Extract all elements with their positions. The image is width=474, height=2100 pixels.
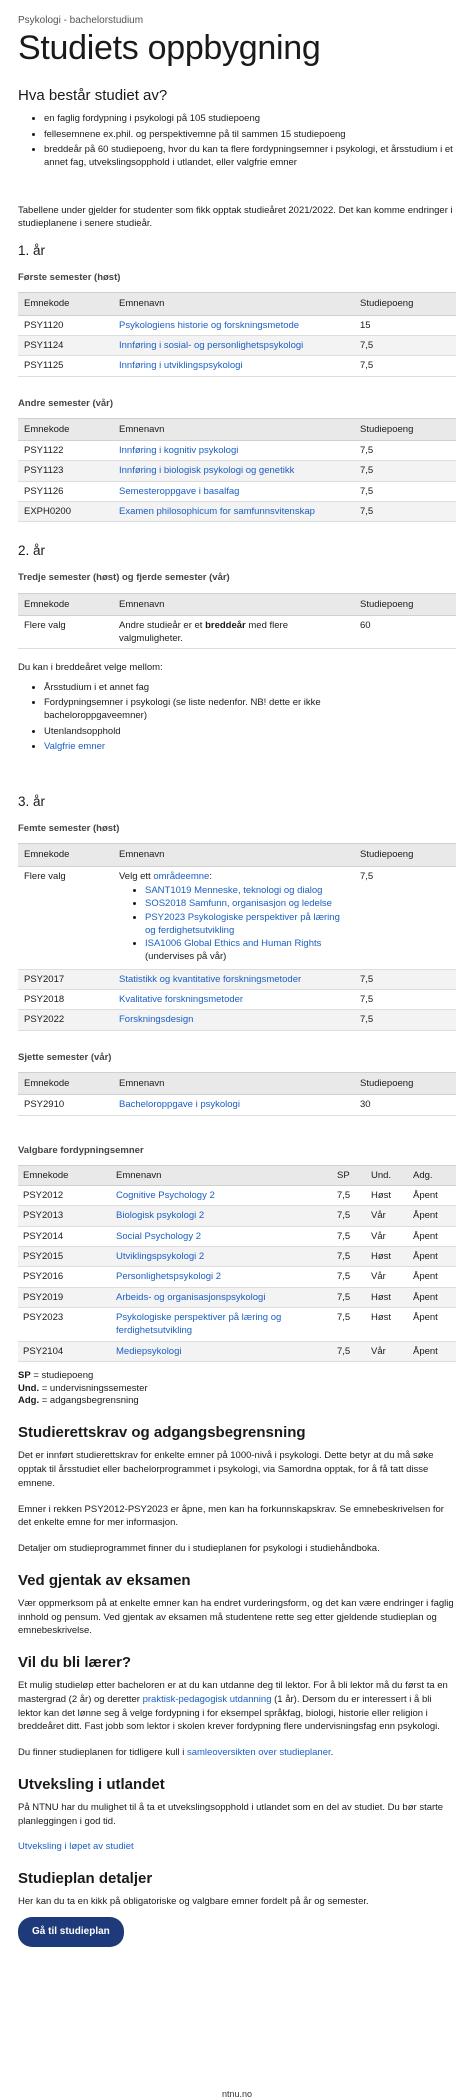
course-code: PSY2016 xyxy=(18,1267,111,1287)
table-row xyxy=(18,866,456,969)
legend-text: = undervisningssemester xyxy=(39,1382,148,1394)
table-row xyxy=(18,1267,456,1287)
what-list xyxy=(18,112,456,169)
table-row xyxy=(18,335,456,355)
course-code: PSY1124 xyxy=(18,335,113,355)
plan-text: Her kan du ta en kikk på obligatoriske og valgbare emner fordelt på år og semester. xyxy=(18,1896,369,1908)
col-name: Emnenavn xyxy=(113,593,354,615)
course-code: PSY1126 xyxy=(18,481,113,501)
legend-abbr: Adg. xyxy=(18,1395,40,1407)
course-access: Åpent xyxy=(408,1341,456,1361)
course-link[interactable]: Innføring i utviklingspsykologi xyxy=(119,360,243,372)
course-semester: Vår xyxy=(366,1267,408,1287)
table-row xyxy=(18,1287,456,1307)
requirements-text-2: Emner i rekken PSY2012-PSY2023 er åpne, men kan ha forkunnskapskrav. Se emnebeskrivelsen for det enkelte emne for mer informasjon. xyxy=(18,1503,444,1529)
legend-text: = studiepoeng xyxy=(30,1369,94,1381)
legend-abbr: Und. xyxy=(18,1382,40,1394)
spring-note: (undervises på vår) xyxy=(145,951,227,963)
col-code: Emnekode xyxy=(18,418,113,440)
what-heading: Hva består studiet av? xyxy=(18,87,168,105)
table-row xyxy=(18,481,456,501)
legend-abbr: SP xyxy=(18,1369,31,1381)
study-plan-button[interactable]: Gå til studieplan xyxy=(18,1917,124,1947)
table-row xyxy=(18,1247,456,1267)
table-header xyxy=(18,593,456,615)
course-link[interactable]: Cognitive Psychology 2 xyxy=(116,1190,215,1202)
course-code: Flere valg xyxy=(18,615,113,649)
sem1-table xyxy=(18,292,456,376)
list-item: • fellesemnene ex.phil. og perspektivemne på til sammen 15 studiepoeng xyxy=(44,128,456,141)
table-row xyxy=(18,1226,456,1246)
course-link[interactable]: Bacheloroppgave i psykologi xyxy=(119,1099,240,1111)
course-access: Åpent xyxy=(408,1226,456,1246)
course-credits: 7,5 xyxy=(354,1010,456,1030)
course-link[interactable]: Examen philosophicum for samfunnsvitenskap xyxy=(119,506,315,518)
col-credits: Studiepoeng xyxy=(354,293,456,315)
exchange-link-row xyxy=(18,1840,456,1854)
teacher-heading: Vil du bli lærer? xyxy=(18,1654,132,1672)
course-name xyxy=(113,866,354,969)
teacher-text-2 xyxy=(18,1746,456,1760)
exchange-heading: Utveksling i utlandet xyxy=(18,1775,165,1793)
sem34-heading: Tredje semester (høst) og fjerde semester (vår) xyxy=(18,572,230,584)
list-item xyxy=(145,897,348,910)
course-credits: 7,5 xyxy=(354,461,456,481)
col-credits: Studiepoeng xyxy=(354,418,456,440)
course-credits: 15 xyxy=(354,315,456,335)
course-link[interactable]: SANT1019 Menneske, teknologi og dialog xyxy=(145,884,323,896)
col-name: Emnenavn xyxy=(113,293,354,315)
exchange-link[interactable]: Utveksling i løpet av studiet xyxy=(18,1841,134,1853)
course-code: PSY2018 xyxy=(18,990,113,1010)
course-link[interactable]: Arbeids- og organisasjonspsykologi xyxy=(116,1291,266,1303)
course-code: PSY2013 xyxy=(18,1206,111,1226)
table-row xyxy=(18,1341,456,1361)
course-link[interactable]: Personlighetspsykologi 2 xyxy=(116,1271,222,1283)
table-row xyxy=(18,1186,456,1206)
requirements-text-1: Det er innført studierettskrav for enkelte emner på 1000-nivå i psykologi. Dette betyr at du må søke opptak til årsstudiet eller bachelorprogrammet i psykologi, via Samordna opptak, for å få tatt disse emnene. xyxy=(18,1450,434,1489)
sem1-heading: Første semester (høst) xyxy=(18,272,121,284)
col-code: Emnekode xyxy=(18,844,113,866)
sem34-table xyxy=(18,593,456,650)
col-sp: SP xyxy=(332,1165,366,1185)
table-row xyxy=(18,502,456,522)
breadcrumb: Psykologi - bachelorstudium xyxy=(18,15,144,26)
col-name: Emnenavn xyxy=(113,418,354,440)
course-code: Flere valg xyxy=(18,866,113,969)
course-code: PSY2910 xyxy=(18,1095,113,1115)
course-link[interactable]: ISA1006 Global Ethics and Human Rights xyxy=(145,938,322,950)
course-credits: 7,5 xyxy=(354,335,456,355)
course-sp: 7,5 xyxy=(332,1267,366,1287)
course-access: Åpent xyxy=(408,1186,456,1206)
year1-heading: 1. år xyxy=(18,243,46,259)
sem2-table xyxy=(18,418,456,522)
course-link[interactable]: PSY2023 Psykologiske perspektiver på læring og ferdighetsutvikling xyxy=(145,911,340,936)
year3-heading: 3. år xyxy=(18,794,46,810)
legend-item xyxy=(18,1370,456,1383)
table-row xyxy=(18,1307,456,1341)
teacher-text-1 xyxy=(18,1679,456,1734)
study-plans-link[interactable]: samleoversikten over studieplaner xyxy=(186,1747,331,1759)
course-credits: 7,5 xyxy=(354,866,456,969)
course-semester: Høst xyxy=(366,1247,408,1267)
sem2-heading: Andre semester (vår) xyxy=(18,397,114,409)
course-link[interactable]: Kvalitative forskningsmetoder xyxy=(119,994,244,1006)
course-semester: Vår xyxy=(366,1206,408,1226)
col-credits: Studiepoeng xyxy=(354,593,456,615)
course-sp: 7,5 xyxy=(332,1287,366,1307)
course-link[interactable]: Psykologiens historie og forskningsmetode xyxy=(119,319,300,331)
course-access: Åpent xyxy=(408,1287,456,1307)
name-text: Andre studieår er et xyxy=(119,619,206,631)
table-row xyxy=(18,969,456,989)
course-link[interactable]: Semesteroppgave i basalfag xyxy=(119,485,240,497)
col-adg: Adg. xyxy=(408,1165,456,1185)
col-code: Emnekode xyxy=(18,593,113,615)
table-header xyxy=(18,1165,456,1185)
course-credits: 7,5 xyxy=(354,969,456,989)
table-row xyxy=(18,1010,456,1030)
course-sp: 7,5 xyxy=(332,1307,366,1341)
table-row xyxy=(18,315,456,335)
legend-item xyxy=(18,1383,456,1396)
table-header xyxy=(18,293,456,315)
options-intro: Du kan i breddeåret velge mellom: xyxy=(18,662,163,674)
sem6-heading: Sjette semester (vår) xyxy=(18,1051,112,1063)
course-link[interactable]: SOS2018 Samfunn, organisasjon og ledelse xyxy=(145,898,332,910)
legend-text: = adgangsbegrensning xyxy=(39,1395,139,1407)
course-credits: 7,5 xyxy=(354,441,456,461)
intro-text: Tabellene under gjelder for studenter som fikk opptak studieåret 2021/2022. Det kan komme endringer i studieplanene i senere studieår. xyxy=(18,204,453,229)
footer-fragment: ntnu.no xyxy=(221,2089,253,2099)
area-course-link[interactable]: områdeemne xyxy=(153,870,210,882)
course-semester: Høst xyxy=(366,1307,408,1341)
course-sp: 7,5 xyxy=(332,1186,366,1206)
options-list xyxy=(18,681,334,753)
col-credits: Studiepoeng xyxy=(354,844,456,866)
col-name: Emnenavn xyxy=(111,1165,332,1185)
text: Et mulig studieløp etter bacheloren er at du kan utdanne deg til lektor. For å bli lektor må du først ta en mastergrad (2 år) og deretter xyxy=(18,1680,448,1705)
text: Du finner studieplanen for tidligere kull i xyxy=(18,1747,187,1759)
name-text: med flere valgmuligheter. xyxy=(119,619,288,645)
course-code: EXPH0200 xyxy=(18,502,113,522)
course-link[interactable]: Mediepsykologi xyxy=(116,1345,182,1357)
course-link[interactable]: Social Psychology 2 xyxy=(116,1230,202,1242)
table-row xyxy=(18,441,456,461)
table-row xyxy=(18,615,456,649)
course-credits: 7,5 xyxy=(354,990,456,1010)
col-name: Emnenavn xyxy=(113,844,354,866)
course-semester: Vår xyxy=(366,1341,408,1361)
course-access: Åpent xyxy=(408,1206,456,1226)
course-code: PSY2012 xyxy=(18,1186,111,1206)
course-link[interactable]: Utviklingspsykologi 2 xyxy=(116,1251,205,1263)
course-code: PSY2023 xyxy=(18,1307,111,1341)
electives-heading: Valgbare fordypningsemner xyxy=(18,1144,144,1156)
exam-heading: Ved gjentak av eksamen xyxy=(18,1571,191,1589)
elective-link[interactable]: Valgfrie emner xyxy=(44,740,106,752)
col-name: Emnenavn xyxy=(113,1072,354,1094)
course-code: PSY2017 xyxy=(18,969,113,989)
course-link[interactable]: Innføring i kognitiv psykologi xyxy=(119,445,239,457)
name-bold: breddeår xyxy=(205,619,246,631)
ppu-link[interactable]: praktisk-pedagogisk utdanning xyxy=(142,1693,272,1705)
col-credits: Studiepoeng xyxy=(354,1072,456,1094)
sem5-heading: Femte semester (høst) xyxy=(18,823,120,835)
course-code: PSY1120 xyxy=(18,315,113,335)
list-item xyxy=(145,884,348,897)
sem5-table xyxy=(18,843,456,1030)
course-access: Åpent xyxy=(408,1307,456,1341)
list-item xyxy=(44,740,334,753)
choice-lead: Velg ett xyxy=(119,870,154,882)
table-header xyxy=(18,418,456,440)
col-code: Emnekode xyxy=(18,1072,113,1094)
course-code: PSY1123 xyxy=(18,461,113,481)
course-code: PSY2015 xyxy=(18,1247,111,1267)
course-credits: 60 xyxy=(354,615,456,649)
course-access: Åpent xyxy=(408,1247,456,1267)
col-code: Emnekode xyxy=(18,1165,111,1185)
table-row xyxy=(18,990,456,1010)
course-code: PSY2104 xyxy=(18,1341,111,1361)
electives-table xyxy=(18,1165,456,1362)
choice-lead-colon: : xyxy=(209,870,212,882)
course-semester: Vår xyxy=(366,1226,408,1246)
course-semester: Høst xyxy=(366,1287,408,1307)
course-credits: 30 xyxy=(354,1095,456,1115)
course-code: PSY2022 xyxy=(18,1010,113,1030)
course-code: PSY2014 xyxy=(18,1226,111,1246)
table-header xyxy=(18,844,456,866)
course-credits: 7,5 xyxy=(354,356,456,376)
list-item: • Fordypningsemner i psykologi (se liste nedenfor. NB! dette er ikke bacheloroppgaveemner) xyxy=(44,696,334,723)
text: (1 år). Dersom du er interessert i å bli lektor kan det lønne seg å velge fordypning i for eksempel språkfag, biologi, historie eller religion i breddeåret ditt. Fast jobb som lektor i skolen krever fordypning flere undervisningsfag enn psykologi. xyxy=(18,1693,440,1733)
course-code: PSY1122 xyxy=(18,441,113,461)
course-link[interactable]: Innføring i sosial- og personlighetspsykologi xyxy=(119,339,304,351)
course-sp: 7,5 xyxy=(332,1206,366,1226)
course-sp: 7,5 xyxy=(332,1341,366,1361)
course-link[interactable]: Innføring i biologisk psykologi og genetikk xyxy=(119,465,295,477)
requirements-text-3: Detaljer om studieprogrammet finner du i studieplanen for psykologi i studiehåndboka. xyxy=(18,1543,380,1555)
year2-heading: 2. år xyxy=(18,543,46,559)
list-item: • Årsstudium i et annet fag xyxy=(44,681,334,694)
list-item: • en faglig fordypning i psykologi på 105 studiepoeng xyxy=(44,112,456,125)
sem6-table xyxy=(18,1072,456,1116)
course-link[interactable]: Forskningsdesign xyxy=(119,1014,194,1026)
exchange-text: På NTNU har du mulighet til å ta et utvekslingsopphold i utlandet som en del av studiet. Du bør starte planleggingen i god tid. xyxy=(18,1801,444,1827)
course-link[interactable]: Biologisk psykologi 2 xyxy=(116,1210,205,1222)
list-item: • Utenlandsopphold xyxy=(44,725,334,738)
table-row xyxy=(18,356,456,376)
course-credits: 7,5 xyxy=(354,502,456,522)
course-credits: 7,5 xyxy=(354,481,456,501)
requirements-heading: Studierettskrav og adgangsbegrensning xyxy=(18,1424,306,1442)
table-row xyxy=(18,461,456,481)
list-item xyxy=(145,937,348,964)
exam-text: Vær oppmerksom på at enkelte emner kan ha endret vurderingsform, og det kan være endringer i faglig innhold og pensum. Ved gjentak av eksamen må studentene rette seg etter gjeldende studieplan og emnebeskrivelse. xyxy=(18,1597,454,1637)
plan-heading: Studieplan detaljer xyxy=(18,1870,153,1888)
table-row xyxy=(18,1095,456,1115)
course-name xyxy=(113,615,354,649)
table-row xyxy=(18,1206,456,1226)
course-sp: 7,5 xyxy=(332,1247,366,1267)
col-und: Und. xyxy=(366,1165,408,1185)
course-access: Åpent xyxy=(408,1267,456,1287)
course-semester: Høst xyxy=(366,1186,408,1206)
course-link[interactable]: Statistikk og kvantitative forskningsmetoder xyxy=(119,973,302,985)
list-item: • breddeår på 60 studiepoeng, hvor du kan ta flere fordypningsemner i psykologi, et årsstudium i et annet fag, utvekslingsopphold i utlandet, eller valgfrie emner xyxy=(44,143,456,170)
area-course-list xyxy=(119,884,348,964)
text: . xyxy=(330,1747,334,1759)
legend-item xyxy=(18,1395,456,1408)
course-sp: 7,5 xyxy=(332,1226,366,1246)
course-code: PSY1125 xyxy=(18,356,113,376)
course-code: PSY2019 xyxy=(18,1287,111,1307)
col-code: Emnekode xyxy=(18,293,113,315)
list-item xyxy=(145,911,348,938)
course-link[interactable]: Psykologiske perspektiver på læring og ferdighetsutvikling xyxy=(116,1311,282,1337)
page-title: Studiets oppbygning xyxy=(18,29,321,67)
table-header xyxy=(18,1072,456,1094)
abbreviation-legend xyxy=(18,1370,456,1408)
